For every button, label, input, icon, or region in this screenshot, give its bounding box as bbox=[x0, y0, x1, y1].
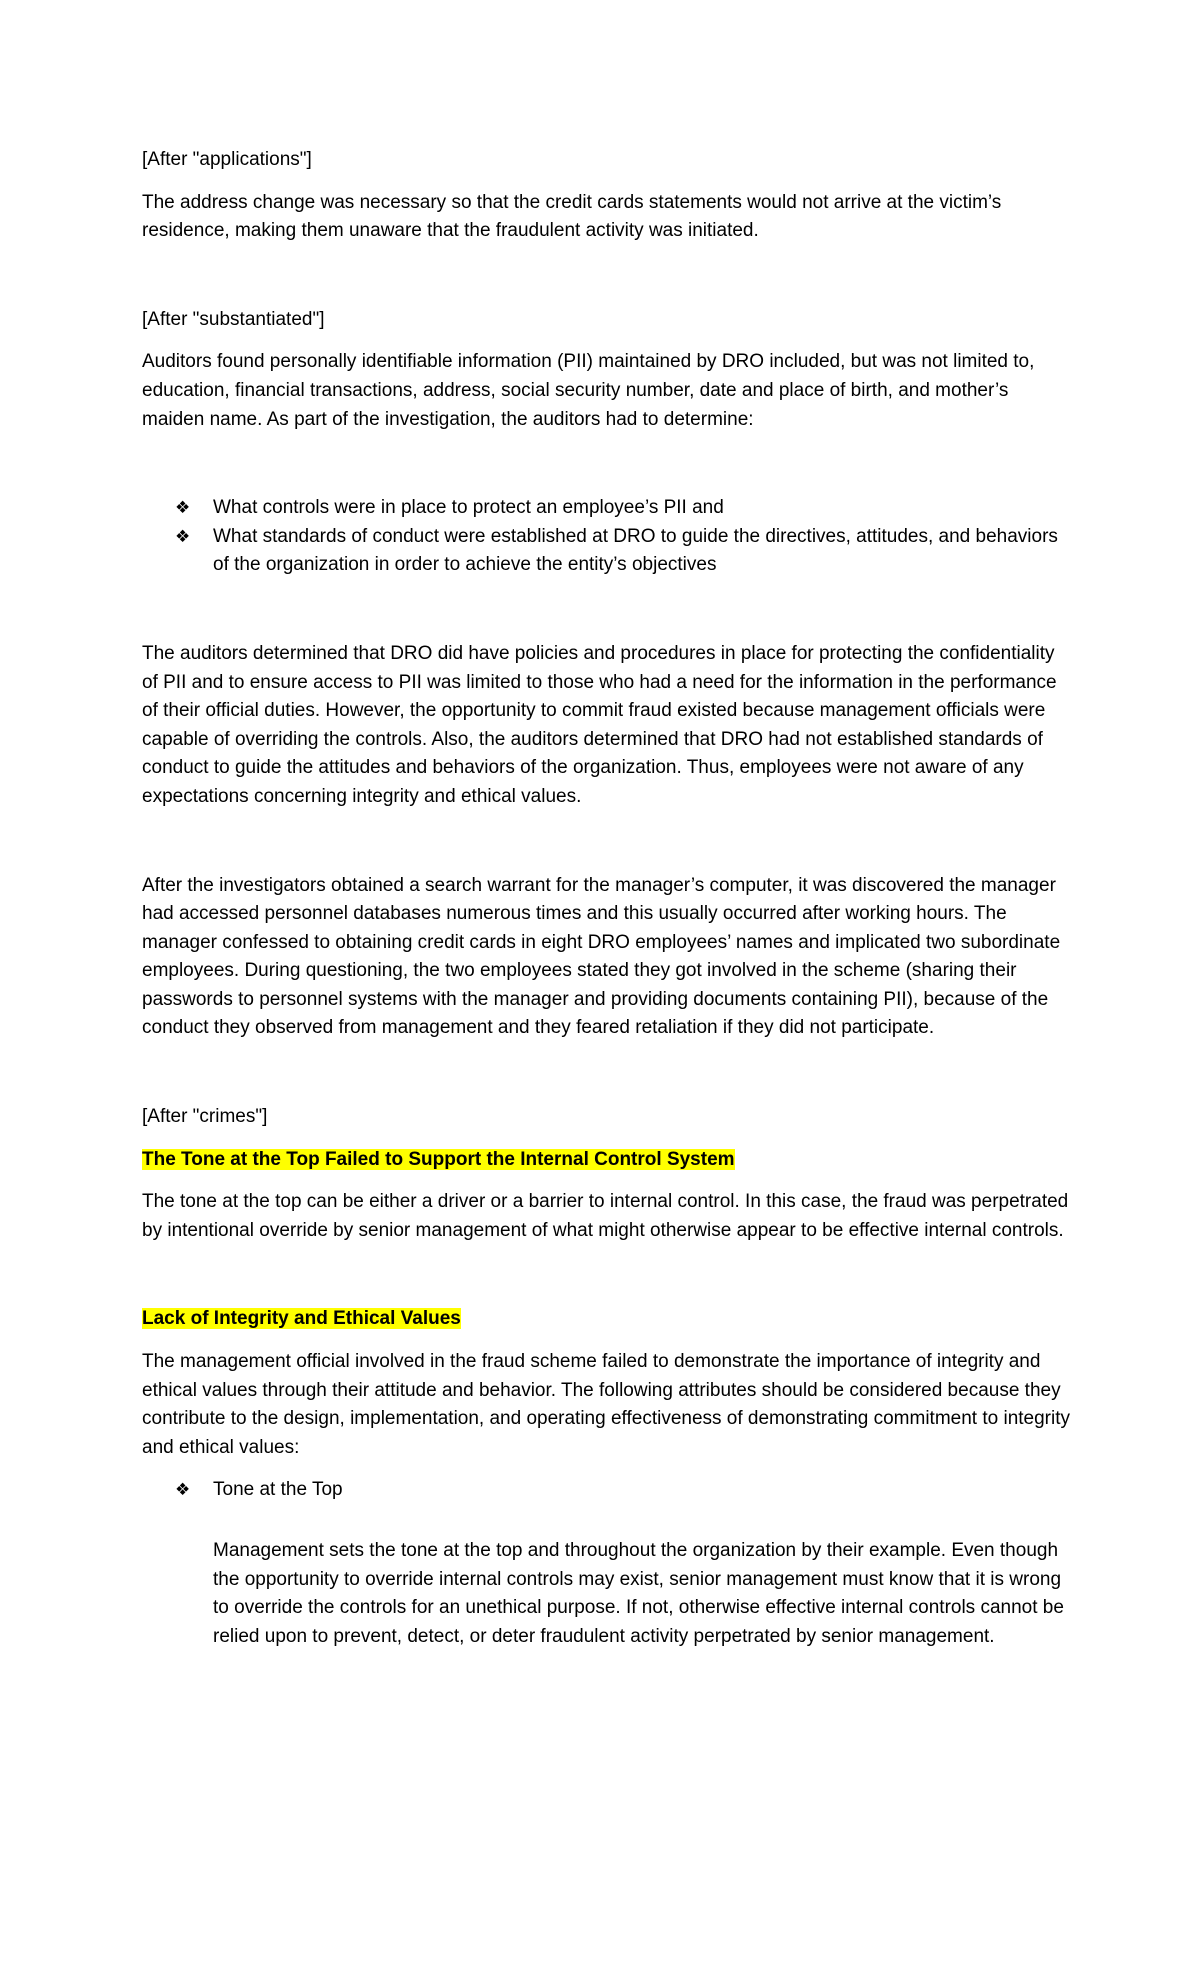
diamond-bullet-icon: ❖ bbox=[175, 526, 191, 547]
marker-applications: [After "applications"] bbox=[142, 149, 312, 170]
paragraph-auditors-found: Auditors found personally identifiable information (PII) maintained by DRO included, but was not limited to, education, financial transactions, address, social security number, date and place of birth, and mother’s maiden name. As part of the investigation, the auditors had to determine: bbox=[142, 351, 1035, 430]
heading-tone-at-top-text: The Tone at the Top Failed to Support the Internal Control System bbox=[142, 1148, 735, 1170]
list-item-text: What standards of conduct were established at DRO to guide the directives, attitudes, and behaviors of the organization in order to achieve the entity’s objectives bbox=[213, 525, 1058, 576]
list-item bbox=[142, 1476, 1072, 1505]
diamond-bullet-icon: ❖ bbox=[175, 1480, 191, 1501]
list-item-text: What controls were in place to protect an employee’s PII and bbox=[213, 497, 724, 519]
attributes-list bbox=[142, 1476, 1072, 1505]
paragraph-integrity: The management official involved in the fraud scheme failed to demonstrate the importance of integrity and ethical values through their attitude and behavior. The following attributes should be considered because they contribute to the design, implementation, and operating effectiveness of demonstrating commitment to integrity and ethical values: bbox=[142, 1351, 1070, 1458]
heading-integrity bbox=[142, 1305, 1072, 1334]
diamond-bullet-icon: ❖ bbox=[175, 498, 191, 519]
heading-tone-at-top bbox=[142, 1146, 1072, 1175]
marker-crimes: [After "crimes"] bbox=[142, 1106, 268, 1128]
marker-substantiated: [After "substantiated"] bbox=[142, 308, 325, 330]
paragraph-auditors-determined: The auditors determined that DRO did have policies and procedures in place for protecting the confidentiality of PII and to ensure access to PII was limited to those who had a need for the information in the performance of their official duties. However, the opportunity to commit fraud existed because management officials were capable of overriding the controls. Also, the auditors determined that DRO had not established standards of conduct to guide the attitudes and behaviors of the organization. Thus, employees were not aware of any expectations concerning integrity and ethical values. bbox=[142, 642, 1057, 807]
list-item bbox=[142, 523, 1072, 580]
paragraph-tone: The tone at the top can be either a driver or a barrier to internal control. In this case, the fraud was perpetrated by intentional override by senior management of what might otherwise appear to be effective internal controls. bbox=[142, 1191, 1069, 1241]
document-body bbox=[142, 146, 1072, 1651]
paragraph-address-change: The address change was necessary so that the credit cards statements would not arrive at the victim’s residence, making them unaware that the fraudulent activity was initiated. bbox=[142, 191, 1002, 242]
paragraph-management-sets: Management sets the tone at the top and throughout the organization by their example. Even though the opportunity to override internal controls may exist, senior management must know that it is wrong to override the controls for an unethical purpose. If not, otherwise effective internal controls cannot be relied upon to prevent, detect, or deter fraudulent activity perpetrated by senior management. bbox=[213, 1540, 1064, 1647]
heading-integrity-text: Lack of Integrity and Ethical Values bbox=[142, 1308, 461, 1330]
list-item bbox=[142, 494, 1072, 523]
list-item-text: Tone at the Top bbox=[213, 1479, 343, 1501]
determine-list bbox=[142, 494, 1072, 580]
paragraph-search-warrant: After the investigators obtained a search warrant for the manager’s computer, it was discovered the manager had accessed personnel databases numerous times and this usually occurred after working hours. The manager confessed to obtaining credit cards in eight DRO employees’ names and implicated two subordinate employees. During questioning, the two employees stated they got involved in the scheme (sharing their passwords to personnel systems with the manager and providing documents containing PII), because of the conduct they observed from management and they feared retaliation if they did not participate. bbox=[142, 874, 1061, 1039]
